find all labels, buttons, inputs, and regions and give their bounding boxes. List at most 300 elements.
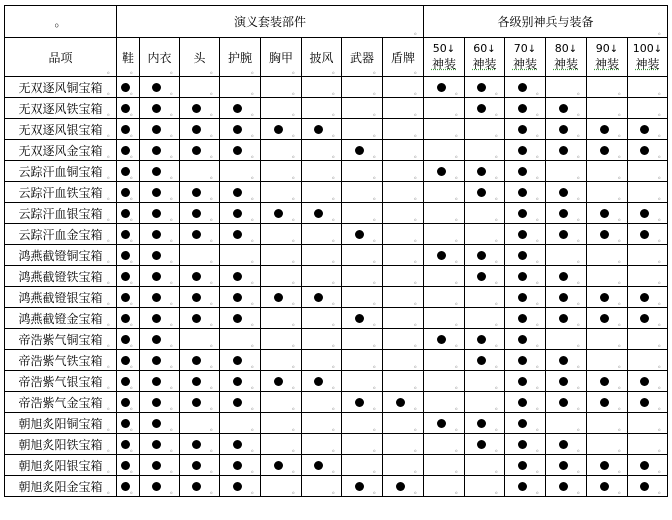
level-cell[interactable]: 。: [465, 371, 505, 392]
part-cell[interactable]: 。: [383, 371, 424, 392]
level-cell[interactable]: 。: [465, 455, 505, 476]
part-cell[interactable]: 。: [342, 77, 383, 98]
level-cell[interactable]: 。: [505, 434, 546, 455]
part-cell[interactable]: 。: [117, 119, 140, 140]
level-cell[interactable]: 。: [587, 392, 628, 413]
item-name-cell[interactable]: 无双逐风金宝箱 。: [5, 140, 117, 161]
part-cell[interactable]: 。: [117, 287, 140, 308]
level-cell[interactable]: 。: [424, 371, 465, 392]
level-cell[interactable]: 。: [587, 119, 628, 140]
part-cell[interactable]: 。: [383, 287, 424, 308]
part-cell[interactable]: 。: [220, 392, 261, 413]
part-cell[interactable]: 。: [342, 392, 383, 413]
part-cell[interactable]: 。: [180, 350, 220, 371]
part-cell[interactable]: 。: [261, 392, 302, 413]
part-cell[interactable]: 。: [383, 329, 424, 350]
level-cell[interactable]: 。: [546, 455, 587, 476]
level-cell[interactable]: 。: [505, 455, 546, 476]
level-cell[interactable]: 。: [505, 308, 546, 329]
item-name-cell[interactable]: 鸿燕截镫铜宝箱 。: [5, 245, 117, 266]
level-cell[interactable]: 。: [587, 476, 628, 497]
level-header-0[interactable]: [424, 38, 465, 77]
part-cell[interactable]: 。: [180, 203, 220, 224]
item-name-cell[interactable]: 云踪汗血银宝箱 。: [5, 203, 117, 224]
level-cell[interactable]: 。: [465, 245, 505, 266]
level-cell[interactable]: 。: [546, 434, 587, 455]
level-header-1[interactable]: [465, 38, 505, 77]
part-cell[interactable]: 。: [117, 392, 140, 413]
item-name-cell[interactable]: 帝浩紫气金宝箱 。: [5, 392, 117, 413]
part-cell[interactable]: 。: [342, 245, 383, 266]
part-cell[interactable]: 。: [302, 329, 342, 350]
part-cell[interactable]: 。: [302, 308, 342, 329]
part-cell[interactable]: 。: [342, 182, 383, 203]
part-cell[interactable]: 。: [180, 266, 220, 287]
part-header-2[interactable]: 头 。: [180, 38, 220, 77]
item-name-cell[interactable]: 无双逐风铜宝箱 。: [5, 77, 117, 98]
level-cell[interactable]: 。: [465, 329, 505, 350]
part-header-0[interactable]: 鞋 。: [117, 38, 140, 77]
level-header-3[interactable]: [546, 38, 587, 77]
item-name-cell[interactable]: 朝旭炙阳银宝箱 。: [5, 455, 117, 476]
item-name-cell[interactable]: 云踪汗血金宝箱 。: [5, 224, 117, 245]
part-cell[interactable]: 。: [342, 413, 383, 434]
level-cell[interactable]: 。: [587, 287, 628, 308]
item-name-cell[interactable]: 帝浩紫气铜宝箱 。: [5, 329, 117, 350]
level-cell[interactable]: 。: [505, 392, 546, 413]
part-cell[interactable]: 。: [117, 434, 140, 455]
part-cell[interactable]: 。: [302, 455, 342, 476]
part-cell[interactable]: 。: [383, 203, 424, 224]
item-name-cell[interactable]: 朝旭炙阳铁宝箱 。: [5, 434, 117, 455]
part-cell[interactable]: 。: [383, 140, 424, 161]
corner-cell[interactable]: [5, 6, 117, 38]
part-cell[interactable]: 。: [261, 203, 302, 224]
part-cell[interactable]: 。: [261, 266, 302, 287]
part-cell[interactable]: 。: [220, 140, 261, 161]
level-cell[interactable]: 。: [424, 245, 465, 266]
part-cell[interactable]: 。: [140, 245, 180, 266]
item-name-cell[interactable]: 朝旭炙阳金宝箱 。: [5, 476, 117, 497]
level-cell[interactable]: 。: [546, 182, 587, 203]
part-cell[interactable]: 。: [117, 140, 140, 161]
part-cell[interactable]: 。: [383, 161, 424, 182]
part-cell[interactable]: 。: [140, 350, 180, 371]
part-cell[interactable]: 。: [342, 266, 383, 287]
part-cell[interactable]: 。: [383, 392, 424, 413]
part-cell[interactable]: 。: [342, 287, 383, 308]
part-cell[interactable]: 。: [180, 392, 220, 413]
level-cell[interactable]: 。: [465, 119, 505, 140]
level-cell[interactable]: 。: [424, 161, 465, 182]
level-cell[interactable]: 。: [505, 203, 546, 224]
part-cell[interactable]: 。: [117, 350, 140, 371]
part-cell[interactable]: 。: [342, 161, 383, 182]
part-cell[interactable]: 。: [261, 98, 302, 119]
level-cell[interactable]: 。: [546, 308, 587, 329]
part-cell[interactable]: 。: [342, 224, 383, 245]
part-cell[interactable]: 。: [261, 287, 302, 308]
level-cell[interactable]: 。: [628, 413, 668, 434]
level-cell[interactable]: 。: [587, 161, 628, 182]
part-cell[interactable]: 。: [220, 182, 261, 203]
levels-group-header[interactable]: 各级别神兵与装备 。: [424, 6, 668, 38]
level-cell[interactable]: 。: [587, 455, 628, 476]
level-cell[interactable]: 。: [505, 371, 546, 392]
part-cell[interactable]: 。: [383, 119, 424, 140]
part-header-4[interactable]: 胸甲 。: [261, 38, 302, 77]
level-cell[interactable]: 。: [546, 266, 587, 287]
part-cell[interactable]: 。: [220, 455, 261, 476]
part-cell[interactable]: 。: [180, 413, 220, 434]
part-cell[interactable]: 。: [383, 77, 424, 98]
part-cell[interactable]: 。: [117, 371, 140, 392]
level-cell[interactable]: 。: [587, 434, 628, 455]
part-cell[interactable]: 。: [261, 77, 302, 98]
level-cell[interactable]: 。: [587, 413, 628, 434]
level-cell[interactable]: 。: [505, 77, 546, 98]
level-cell[interactable]: 。: [465, 434, 505, 455]
part-cell[interactable]: 。: [342, 455, 383, 476]
part-cell[interactable]: 。: [302, 224, 342, 245]
level-cell[interactable]: 。: [424, 98, 465, 119]
level-cell[interactable]: 。: [628, 182, 668, 203]
part-cell[interactable]: 。: [117, 245, 140, 266]
part-cell[interactable]: 。: [180, 245, 220, 266]
level-cell[interactable]: 。: [628, 140, 668, 161]
level-cell[interactable]: 。: [546, 287, 587, 308]
part-cell[interactable]: 。: [261, 224, 302, 245]
level-cell[interactable]: 。: [628, 77, 668, 98]
level-cell[interactable]: 。: [505, 245, 546, 266]
part-cell[interactable]: 。: [117, 266, 140, 287]
level-cell[interactable]: 。: [587, 245, 628, 266]
level-cell[interactable]: 。: [546, 224, 587, 245]
part-cell[interactable]: 。: [383, 245, 424, 266]
part-cell[interactable]: 。: [140, 119, 180, 140]
part-cell[interactable]: 。: [140, 476, 180, 497]
part-cell[interactable]: 。: [261, 161, 302, 182]
part-cell[interactable]: 。: [302, 140, 342, 161]
part-cell[interactable]: 。: [180, 98, 220, 119]
level-cell[interactable]: 。: [505, 140, 546, 161]
part-cell[interactable]: 。: [342, 476, 383, 497]
level-cell[interactable]: 。: [587, 329, 628, 350]
part-cell[interactable]: 。: [342, 119, 383, 140]
level-cell[interactable]: 。: [505, 182, 546, 203]
level-cell[interactable]: 。: [587, 182, 628, 203]
level-cell[interactable]: 。: [424, 119, 465, 140]
item-name-cell[interactable]: 云踪汗血铁宝箱 。: [5, 182, 117, 203]
level-cell[interactable]: 。: [628, 329, 668, 350]
level-cell[interactable]: 。: [465, 182, 505, 203]
part-cell[interactable]: 。: [140, 434, 180, 455]
level-cell[interactable]: 。: [628, 308, 668, 329]
part-cell[interactable]: 。: [140, 329, 180, 350]
part-cell[interactable]: 。: [220, 161, 261, 182]
level-cell[interactable]: 。: [546, 77, 587, 98]
part-cell[interactable]: 。: [302, 182, 342, 203]
level-cell[interactable]: 。: [465, 350, 505, 371]
level-cell[interactable]: 。: [424, 224, 465, 245]
level-cell[interactable]: 。: [628, 350, 668, 371]
level-cell[interactable]: 。: [424, 77, 465, 98]
part-cell[interactable]: 。: [117, 98, 140, 119]
part-cell[interactable]: 。: [261, 140, 302, 161]
level-cell[interactable]: 。: [628, 287, 668, 308]
level-cell[interactable]: 。: [546, 98, 587, 119]
item-column-header[interactable]: 品项 。: [5, 38, 117, 77]
part-cell[interactable]: 。: [180, 161, 220, 182]
part-cell[interactable]: 。: [302, 434, 342, 455]
level-cell[interactable]: 。: [465, 392, 505, 413]
part-cell[interactable]: 。: [180, 455, 220, 476]
part-cell[interactable]: 。: [383, 266, 424, 287]
level-cell[interactable]: 。: [628, 161, 668, 182]
level-cell[interactable]: 。: [628, 266, 668, 287]
level-cell[interactable]: 。: [546, 350, 587, 371]
level-header-2[interactable]: [505, 38, 546, 77]
parts-group-header[interactable]: 演义套装部件 。: [117, 6, 424, 38]
level-cell[interactable]: 。: [465, 287, 505, 308]
part-cell[interactable]: 。: [302, 245, 342, 266]
level-header-4[interactable]: [587, 38, 628, 77]
part-cell[interactable]: 。: [302, 203, 342, 224]
part-cell[interactable]: 。: [261, 119, 302, 140]
part-cell[interactable]: 。: [342, 140, 383, 161]
level-cell[interactable]: 。: [628, 371, 668, 392]
part-cell[interactable]: 。: [261, 308, 302, 329]
part-cell[interactable]: 。: [220, 266, 261, 287]
level-cell[interactable]: 。: [424, 434, 465, 455]
part-cell[interactable]: 。: [220, 371, 261, 392]
part-cell[interactable]: 。: [302, 77, 342, 98]
level-header-5[interactable]: [628, 38, 668, 77]
part-cell[interactable]: 。: [140, 413, 180, 434]
level-cell[interactable]: 。: [546, 413, 587, 434]
part-cell[interactable]: 。: [220, 308, 261, 329]
part-cell[interactable]: 。: [302, 371, 342, 392]
part-cell[interactable]: 。: [117, 161, 140, 182]
part-cell[interactable]: 。: [140, 140, 180, 161]
level-cell[interactable]: 。: [424, 308, 465, 329]
part-cell[interactable]: 。: [180, 287, 220, 308]
level-cell[interactable]: 。: [546, 161, 587, 182]
part-cell[interactable]: 。: [261, 350, 302, 371]
part-cell[interactable]: 。: [220, 350, 261, 371]
part-cell[interactable]: 。: [117, 308, 140, 329]
level-cell[interactable]: 。: [424, 140, 465, 161]
part-cell[interactable]: 。: [180, 434, 220, 455]
part-cell[interactable]: 。: [261, 455, 302, 476]
item-name-cell[interactable]: 帝浩紫气铁宝箱 。: [5, 350, 117, 371]
level-cell[interactable]: 。: [587, 203, 628, 224]
level-cell[interactable]: 。: [424, 392, 465, 413]
part-cell[interactable]: 。: [342, 308, 383, 329]
level-cell[interactable]: 。: [628, 224, 668, 245]
part-cell[interactable]: 。: [342, 329, 383, 350]
part-cell[interactable]: 。: [117, 182, 140, 203]
part-cell[interactable]: 。: [220, 77, 261, 98]
level-cell[interactable]: 。: [505, 329, 546, 350]
item-name-cell[interactable]: 无双逐风银宝箱 。: [5, 119, 117, 140]
part-cell[interactable]: 。: [220, 476, 261, 497]
part-cell[interactable]: 。: [140, 371, 180, 392]
part-cell[interactable]: 。: [261, 413, 302, 434]
part-cell[interactable]: 。: [302, 161, 342, 182]
level-cell[interactable]: 。: [465, 266, 505, 287]
level-cell[interactable]: 。: [424, 182, 465, 203]
level-cell[interactable]: 。: [465, 224, 505, 245]
level-cell[interactable]: 。: [587, 350, 628, 371]
part-cell[interactable]: 。: [383, 434, 424, 455]
part-cell[interactable]: 。: [180, 224, 220, 245]
part-cell[interactable]: 。: [117, 203, 140, 224]
part-cell[interactable]: 。: [342, 98, 383, 119]
part-cell[interactable]: 。: [342, 371, 383, 392]
part-cell[interactable]: 。: [180, 119, 220, 140]
level-cell[interactable]: 。: [628, 476, 668, 497]
part-cell[interactable]: 。: [302, 350, 342, 371]
part-cell[interactable]: 。: [140, 182, 180, 203]
level-cell[interactable]: 。: [587, 224, 628, 245]
part-cell[interactable]: 。: [342, 350, 383, 371]
part-cell[interactable]: 。: [261, 245, 302, 266]
level-cell[interactable]: 。: [465, 476, 505, 497]
level-cell[interactable]: 。: [505, 119, 546, 140]
part-cell[interactable]: 。: [220, 245, 261, 266]
level-cell[interactable]: 。: [587, 140, 628, 161]
part-cell[interactable]: 。: [261, 434, 302, 455]
level-cell[interactable]: 。: [628, 245, 668, 266]
level-cell[interactable]: 。: [424, 413, 465, 434]
part-cell[interactable]: 。: [383, 224, 424, 245]
part-cell[interactable]: 。: [117, 224, 140, 245]
level-cell[interactable]: 。: [587, 266, 628, 287]
item-name-cell[interactable]: 鸿燕截镫金宝箱 。: [5, 308, 117, 329]
part-cell[interactable]: 。: [220, 287, 261, 308]
part-cell[interactable]: 。: [180, 308, 220, 329]
part-cell[interactable]: 。: [261, 371, 302, 392]
item-name-cell[interactable]: 鸿燕截镫铁宝箱 。: [5, 266, 117, 287]
level-cell[interactable]: 。: [465, 161, 505, 182]
part-cell[interactable]: 。: [117, 476, 140, 497]
part-cell[interactable]: 。: [261, 329, 302, 350]
level-cell[interactable]: 。: [424, 266, 465, 287]
part-cell[interactable]: 。: [383, 350, 424, 371]
part-cell[interactable]: 。: [220, 329, 261, 350]
part-cell[interactable]: 。: [302, 119, 342, 140]
part-cell[interactable]: 。: [117, 329, 140, 350]
part-cell[interactable]: 。: [302, 476, 342, 497]
level-cell[interactable]: 。: [424, 329, 465, 350]
level-cell[interactable]: 。: [587, 308, 628, 329]
part-cell[interactable]: 。: [302, 392, 342, 413]
part-cell[interactable]: 。: [140, 203, 180, 224]
level-cell[interactable]: 。: [465, 77, 505, 98]
level-cell[interactable]: 。: [546, 140, 587, 161]
level-cell[interactable]: 。: [628, 434, 668, 455]
part-cell[interactable]: 。: [117, 413, 140, 434]
level-cell[interactable]: 。: [424, 476, 465, 497]
part-header-7[interactable]: 盾牌 。: [383, 38, 424, 77]
part-cell[interactable]: 。: [302, 98, 342, 119]
part-cell[interactable]: 。: [383, 308, 424, 329]
level-cell[interactable]: 。: [424, 203, 465, 224]
part-cell[interactable]: 。: [383, 476, 424, 497]
item-name-cell[interactable]: 帝浩紫气银宝箱 。: [5, 371, 117, 392]
level-cell[interactable]: 。: [587, 77, 628, 98]
item-name-cell[interactable]: 无双逐风铁宝箱 。: [5, 98, 117, 119]
part-cell[interactable]: 。: [220, 98, 261, 119]
level-cell[interactable]: 。: [546, 245, 587, 266]
part-cell[interactable]: 。: [220, 119, 261, 140]
level-cell[interactable]: 。: [465, 308, 505, 329]
part-cell[interactable]: 。: [261, 476, 302, 497]
level-cell[interactable]: 。: [505, 413, 546, 434]
level-cell[interactable]: 。: [546, 203, 587, 224]
level-cell[interactable]: 。: [628, 203, 668, 224]
level-cell[interactable]: 。: [505, 350, 546, 371]
level-cell[interactable]: 。: [505, 476, 546, 497]
part-cell[interactable]: 。: [140, 455, 180, 476]
part-cell[interactable]: 。: [302, 413, 342, 434]
part-cell[interactable]: 。: [180, 476, 220, 497]
part-cell[interactable]: 。: [383, 413, 424, 434]
part-header-5[interactable]: 披风 。: [302, 38, 342, 77]
part-cell[interactable]: 。: [383, 182, 424, 203]
part-cell[interactable]: 。: [342, 434, 383, 455]
part-cell[interactable]: 。: [140, 98, 180, 119]
level-cell[interactable]: 。: [628, 392, 668, 413]
part-cell[interactable]: 。: [383, 98, 424, 119]
part-cell[interactable]: 。: [180, 329, 220, 350]
item-name-cell[interactable]: 朝旭炙阳铜宝箱 。: [5, 413, 117, 434]
part-cell[interactable]: 。: [342, 203, 383, 224]
part-cell[interactable]: 。: [261, 182, 302, 203]
level-cell[interactable]: 。: [505, 224, 546, 245]
level-cell[interactable]: 。: [587, 98, 628, 119]
level-cell[interactable]: 。: [505, 266, 546, 287]
level-cell[interactable]: 。: [546, 476, 587, 497]
part-cell[interactable]: 。: [180, 140, 220, 161]
level-cell[interactable]: 。: [505, 287, 546, 308]
level-cell[interactable]: 。: [424, 350, 465, 371]
level-cell[interactable]: 。: [424, 455, 465, 476]
level-cell[interactable]: 。: [465, 140, 505, 161]
level-cell[interactable]: 。: [424, 287, 465, 308]
level-cell[interactable]: 。: [587, 371, 628, 392]
level-cell[interactable]: 。: [546, 119, 587, 140]
part-cell[interactable]: 。: [220, 203, 261, 224]
level-cell[interactable]: 。: [546, 371, 587, 392]
part-cell[interactable]: 。: [117, 455, 140, 476]
part-cell[interactable]: 。: [383, 455, 424, 476]
part-cell[interactable]: 。: [220, 434, 261, 455]
part-cell[interactable]: 。: [180, 182, 220, 203]
part-cell[interactable]: 。: [117, 77, 140, 98]
level-cell[interactable]: 。: [628, 119, 668, 140]
level-cell[interactable]: 。: [465, 98, 505, 119]
part-cell[interactable]: 。: [140, 224, 180, 245]
part-cell[interactable]: 。: [140, 308, 180, 329]
level-cell[interactable]: 。: [628, 455, 668, 476]
part-cell[interactable]: 。: [302, 266, 342, 287]
part-header-6[interactable]: 武器 。: [342, 38, 383, 77]
part-cell[interactable]: 。: [180, 77, 220, 98]
part-header-1[interactable]: 内衣 。: [140, 38, 180, 77]
level-cell[interactable]: 。: [465, 203, 505, 224]
